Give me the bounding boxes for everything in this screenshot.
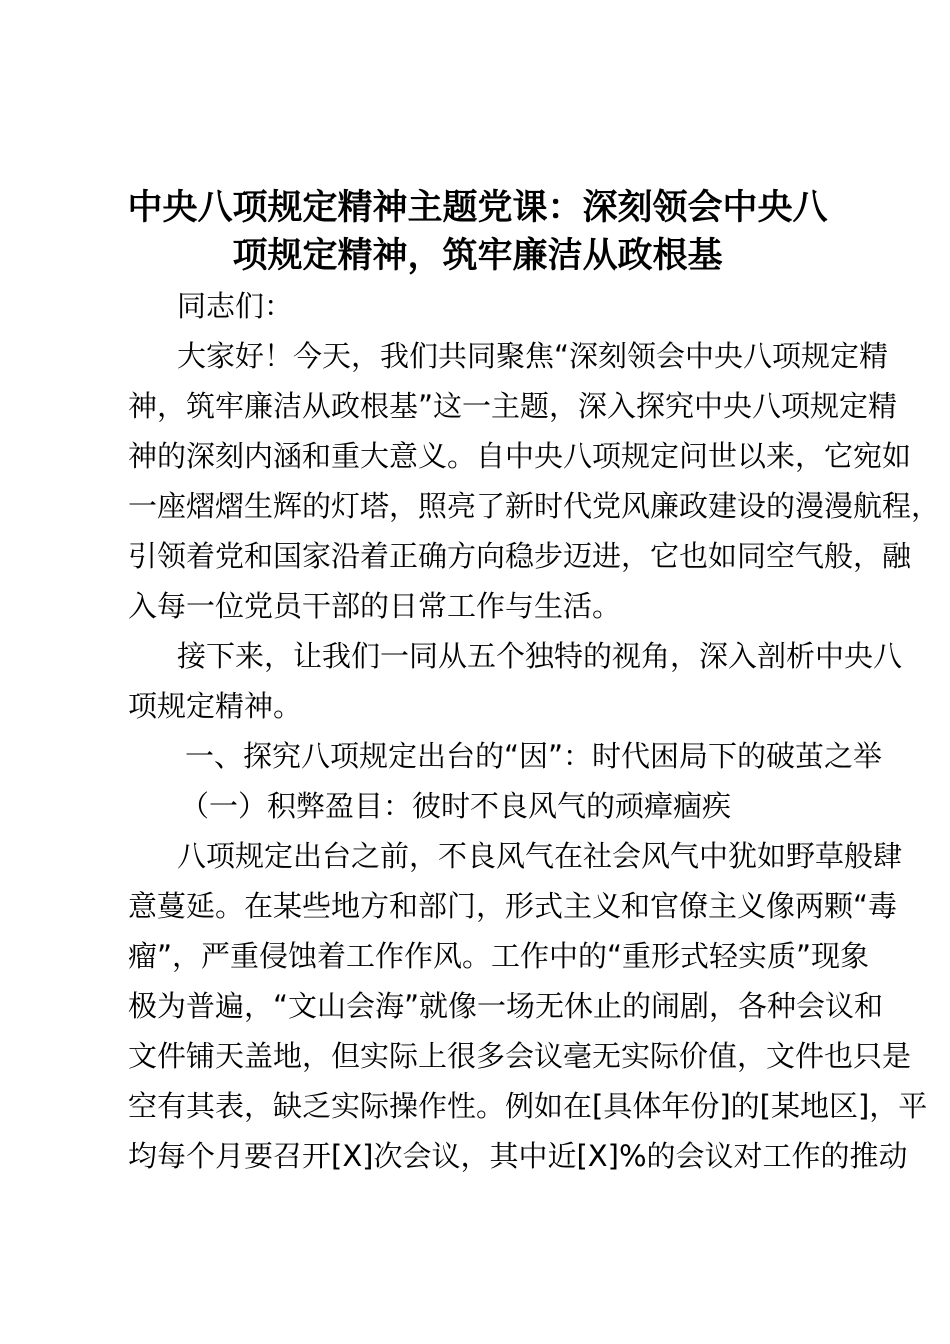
paragraph-3-line-7: 均每个月要召开[X]次会议，其中近[X]%的会议对工作的推动 [128, 1139, 908, 1173]
paragraph-3-line-4: 极为普遍，“文山会海”就像一场无休止的闹剧，各种会议和 [128, 989, 884, 1023]
paragraph-3-line-6: 空有其表，缺乏实际操作性。例如在[具体年份]的[某地区]，平 [128, 1089, 928, 1123]
paragraph-3-line-2: 意蔓延。在某些地方和部门，形式主义和官僚主义像两颗“毒 [128, 889, 898, 923]
paragraph-1-line-6: 入每一位党员干部的日常工作与生活。 [128, 589, 622, 623]
paragraph-3-line-3: 瘤”，严重侵蚀着工作作风。工作中的“重形式轻实质”现象 [128, 939, 870, 973]
paragraph-1-line-3: 神的深刻内涵和重大意义。自中央八项规定问世以来，它宛如 [128, 439, 912, 473]
paragraph-2-line-1: 接下来，让我们一同从五个独特的视角，深入剖析中央八 [177, 639, 903, 673]
paragraph-3-line-1: 八项规定出台之前，不良风气在社会风气中犹如野草般肆 [177, 839, 903, 873]
paragraph-1-line-2: 神，筑牢廉洁从政根基”这一主题，深入探究中央八项规定精 [128, 389, 898, 423]
paragraph-1-line-4: 一座熠熠生辉的灯塔，照亮了新时代党风廉政建设的漫漫航程， [128, 489, 941, 523]
salutation: 同志们： [177, 289, 294, 323]
document-title-line-2: 项规定精神，筑牢廉洁从政根基 [232, 236, 723, 276]
subsection-1-heading: （一）积弊盈目：彼时不良风气的顽瘴痼疾 [180, 789, 732, 823]
section-1-heading: 一、探究八项规定出台的“因”：时代困局下的破茧之举 [185, 739, 883, 773]
paragraph-3-line-5: 文件铺天盖地，但实际上很多会议毫无实际价值，文件也只是 [128, 1039, 912, 1073]
paragraph-1-line-5: 引领着党和国家沿着正确方向稳步迈进，它也如同空气般，融 [128, 539, 912, 573]
paragraph-1-line-1: 大家好！今天，我们共同聚焦“深刻领会中央八项规定精 [177, 339, 889, 373]
document-title-line-1: 中央八项规定精神主题党课：深刻领会中央八 [127, 188, 828, 228]
paragraph-2-line-2: 项规定精神。 [128, 689, 303, 723]
